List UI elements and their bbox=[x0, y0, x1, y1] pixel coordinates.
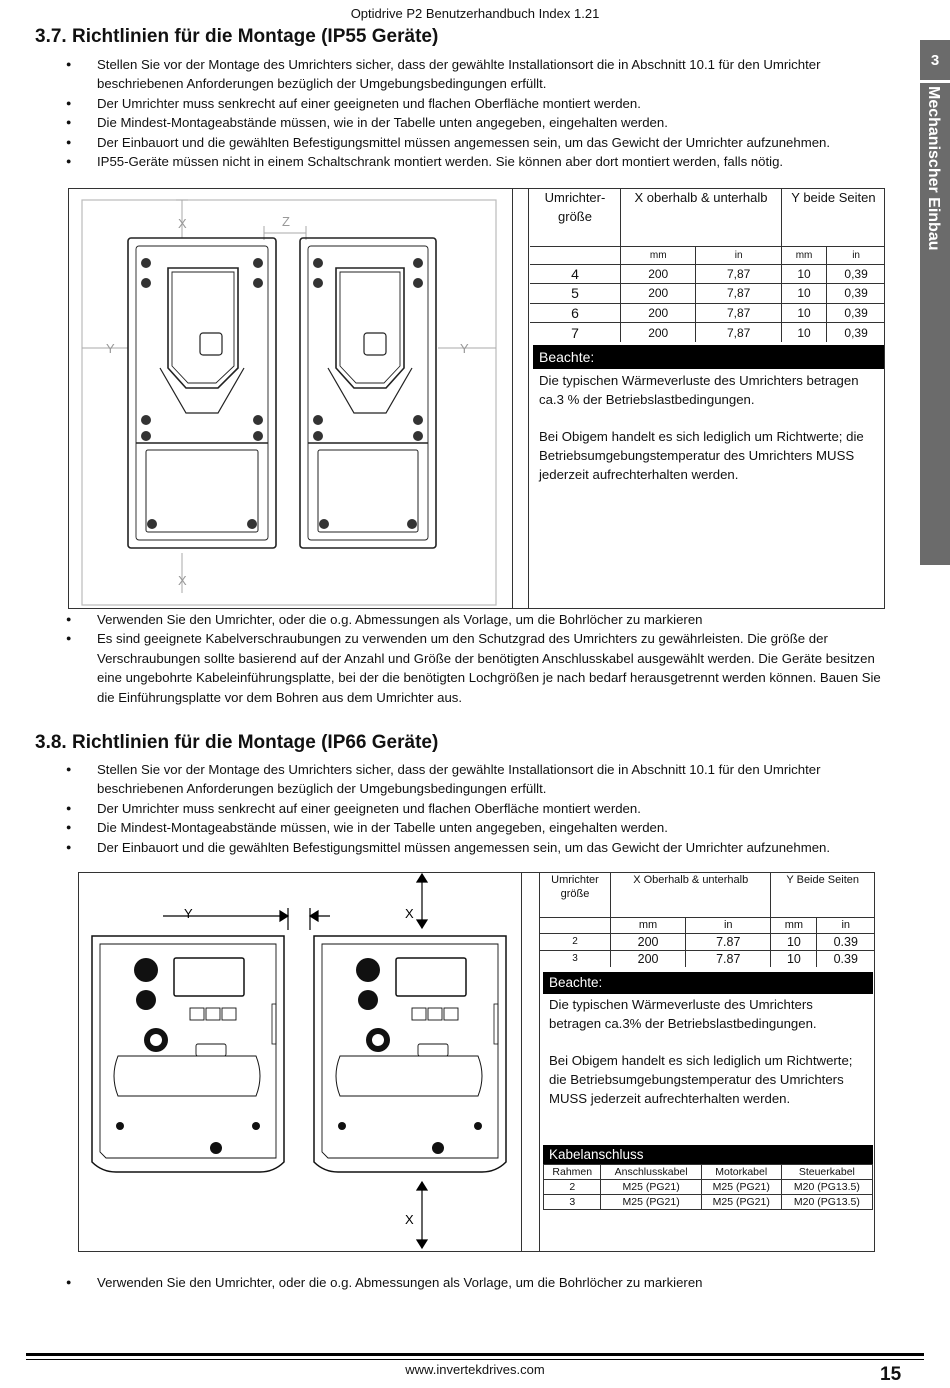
section-3-7-bullets bbox=[60, 55, 890, 171]
bullet-item: ● Der Umrichter muss senkrecht auf einer geeigneten und flachen Oberfläche montiert werden. bbox=[60, 94, 890, 113]
ip66-clearance-table bbox=[540, 873, 874, 967]
cable-table bbox=[543, 1164, 873, 1210]
note-text: Die typischen Wärmeverluste des Umrichters betragen ca.3% der Betriebslastbedingungen. bbox=[549, 997, 817, 1031]
running-header: Optidrive P2 Benutzerhandbuch Index 1.21 bbox=[350, 6, 600, 21]
col-header-x: X Oberhalb & unterhalb bbox=[611, 873, 771, 917]
section-3-7-title: 3.7. Richtlinien für die Montage (IP55 Geräte) bbox=[35, 26, 439, 47]
bullet-item: ● Stellen Sie vor der Montage des Umrichters sicher, dass der gewählte Installationsort die in Abschnitt 10.1 für den Umrichter beschriebenen Anforderungen bezüglich der Umgebungsbedingungen erfüllt. bbox=[60, 55, 890, 94]
table-row: 7 200 7,87 10 0,39 bbox=[530, 323, 885, 343]
dim-label-z: Z bbox=[282, 214, 290, 229]
dim-label-x: X bbox=[405, 906, 414, 921]
figure-divider bbox=[521, 872, 522, 1252]
ip55-mounting-drawing bbox=[68, 188, 512, 609]
dim-label-y: Y bbox=[460, 341, 469, 356]
chapter-label: Mechanischer Einbau bbox=[925, 86, 942, 251]
unit-cell: in bbox=[696, 246, 781, 264]
col-header-size: Umrichter-größe bbox=[530, 188, 621, 246]
ip55-clearance-table bbox=[530, 188, 885, 342]
dim-label-x: X bbox=[405, 1212, 414, 1227]
bullet-item: ● Der Umrichter muss senkrecht auf einer geeigneten und flachen Oberfläche montiert werden. bbox=[60, 799, 890, 818]
col-header-size: Umrichter größe bbox=[540, 873, 611, 917]
dim-label-y: Y bbox=[184, 906, 193, 921]
note-header: Beachte: bbox=[533, 345, 884, 369]
col-header-y: Y Beide Seiten bbox=[771, 873, 874, 917]
bullet-item: ● Die Mindest-Montageabstände müssen, wie in der Tabelle unten angegeben, eingehalten werden. bbox=[60, 113, 890, 132]
cable-col-header: Anschlusskabel bbox=[601, 1165, 701, 1180]
chapter-number: 3 bbox=[920, 40, 950, 83]
table-row: 3 M25 (PG21) M25 (PG21) M20 (PG13.5) bbox=[544, 1195, 873, 1210]
bullet-item: ● Der Einbauort und die gewählten Befestigungsmittel müssen angemessen sein, um das Gewicht der Umrichter aufzunehmen. bbox=[60, 133, 890, 152]
cable-col-header: Motorkabel bbox=[701, 1165, 781, 1180]
col-header-x: X oberhalb & unterhalb bbox=[621, 188, 782, 246]
unit-cell: mm bbox=[781, 246, 826, 264]
bullet-item: ● Verwenden Sie den Umrichter, oder die o.g. Abmessungen als Vorlage, um die Bohrlöcher zu markieren bbox=[60, 1273, 890, 1292]
footer-url[interactable]: www.invertekdrives.com bbox=[405, 1362, 545, 1377]
bullet-item: ● Stellen Sie vor der Montage des Umrichters sicher, dass der gewählte Installationsort die in Abschnitt 10.1 für den Umrichter beschriebenen Anforderungen bezüglich der Umgebungsbedingungen erfüllt. bbox=[60, 760, 890, 799]
note-text: Bei Obigem handelt es sich lediglich um Richtwerte; die Betriebsumgebungstemperatur des Umrichters MUSS jederzeit aufrechterhalten werden. bbox=[539, 429, 864, 482]
table-row: 5 200 7,87 10 0,39 bbox=[530, 284, 885, 304]
note-text: Die typischen Wärmeverluste des Umrichters betragen ca.3 % der Betriebslastbedingungen. bbox=[539, 373, 859, 407]
unit-cell: in bbox=[686, 917, 771, 933]
unit-cell: in bbox=[817, 917, 874, 933]
cable-col-header: Rahmen bbox=[544, 1165, 601, 1180]
bullet-item: ● Der Einbauort und die gewählten Befestigungsmittel müssen angemessen sein, um das Gewicht der Umrichter aufzunehmen. bbox=[60, 838, 890, 857]
bullet-item: ● IP55-Geräte müssen nicht in einem Schaltschrank montiert werden. Sie können aber dort montiert werden, falls nötig. bbox=[60, 152, 890, 171]
dim-label-y: Y bbox=[106, 341, 115, 356]
section-3-8-title: 3.8. Richtlinien für die Montage (IP66 Geräte) bbox=[35, 732, 439, 753]
note-header: Beachte: bbox=[543, 972, 873, 994]
table-row: 2 M25 (PG21) M25 (PG21) M20 (PG13.5) bbox=[544, 1180, 873, 1195]
ip66-mounting-drawing bbox=[78, 872, 521, 1252]
dim-label-x: X bbox=[178, 573, 187, 588]
col-header-y: Y beide Seiten bbox=[781, 188, 885, 246]
bullet-item: ● Die Mindest-Montageabstände müssen, wie in der Tabelle unten angegeben, eingehalten werden. bbox=[60, 818, 890, 837]
table-row: 6 200 7,87 10 0,39 bbox=[530, 303, 885, 323]
note-text: Bei Obigem handelt es sich lediglich um Richtwerte; die Betriebsumgebungstemperatur des Umrichters MUSS jederzeit aufrechterhalten werden. bbox=[549, 1053, 853, 1106]
dim-label-x: X bbox=[178, 216, 187, 231]
table-row: 3 200 7.87 10 0.39 bbox=[540, 950, 874, 967]
cable-col-header: Steuerkabel bbox=[781, 1165, 872, 1180]
footer-rule bbox=[26, 1359, 924, 1360]
section-3-8-bullets bbox=[60, 760, 890, 857]
table-row: 2 200 7.87 10 0.39 bbox=[540, 933, 874, 950]
section-3-8-after-bullets bbox=[60, 1273, 890, 1292]
bullet-item: ● Es sind geeignete Kabelverschraubungen zu verwenden um den Schutzgrad des Umrichters zu gewährleisten. Die größe der Verschraubungen sollte basierend auf der Anzahl und Größe der benötigten Anschlusskabel ausgewählt werden. Die Geräte besitzen eine ungebohrte Kabeleinführungsplatte, bei der die benötigten Lochgrößen je nach bedarf herausgetrennt werden können. Bauen Sie die Einführungsplatte vor dem Bohren aus dem Umrichter aus. bbox=[60, 629, 890, 707]
unit-cell: in bbox=[827, 246, 885, 264]
unit-cell: mm bbox=[611, 917, 686, 933]
table-row: 4 200 7,87 10 0,39 bbox=[530, 264, 885, 284]
unit-cell: mm bbox=[621, 246, 696, 264]
cable-header: Kabelanschluss bbox=[543, 1145, 873, 1164]
unit-cell: mm bbox=[771, 917, 817, 933]
footer-rule bbox=[26, 1353, 924, 1356]
bullet-item: ● Verwenden Sie den Umrichter, oder die o.g. Abmessungen als Vorlage, um die Bohrlöcher zu markieren bbox=[60, 610, 890, 629]
chapter-side-tab[interactable] bbox=[920, 40, 950, 565]
figure-divider bbox=[512, 188, 513, 609]
figure-divider bbox=[528, 188, 529, 609]
section-3-7-after-bullets bbox=[60, 610, 890, 707]
page-number: 15 bbox=[880, 1364, 902, 1385]
